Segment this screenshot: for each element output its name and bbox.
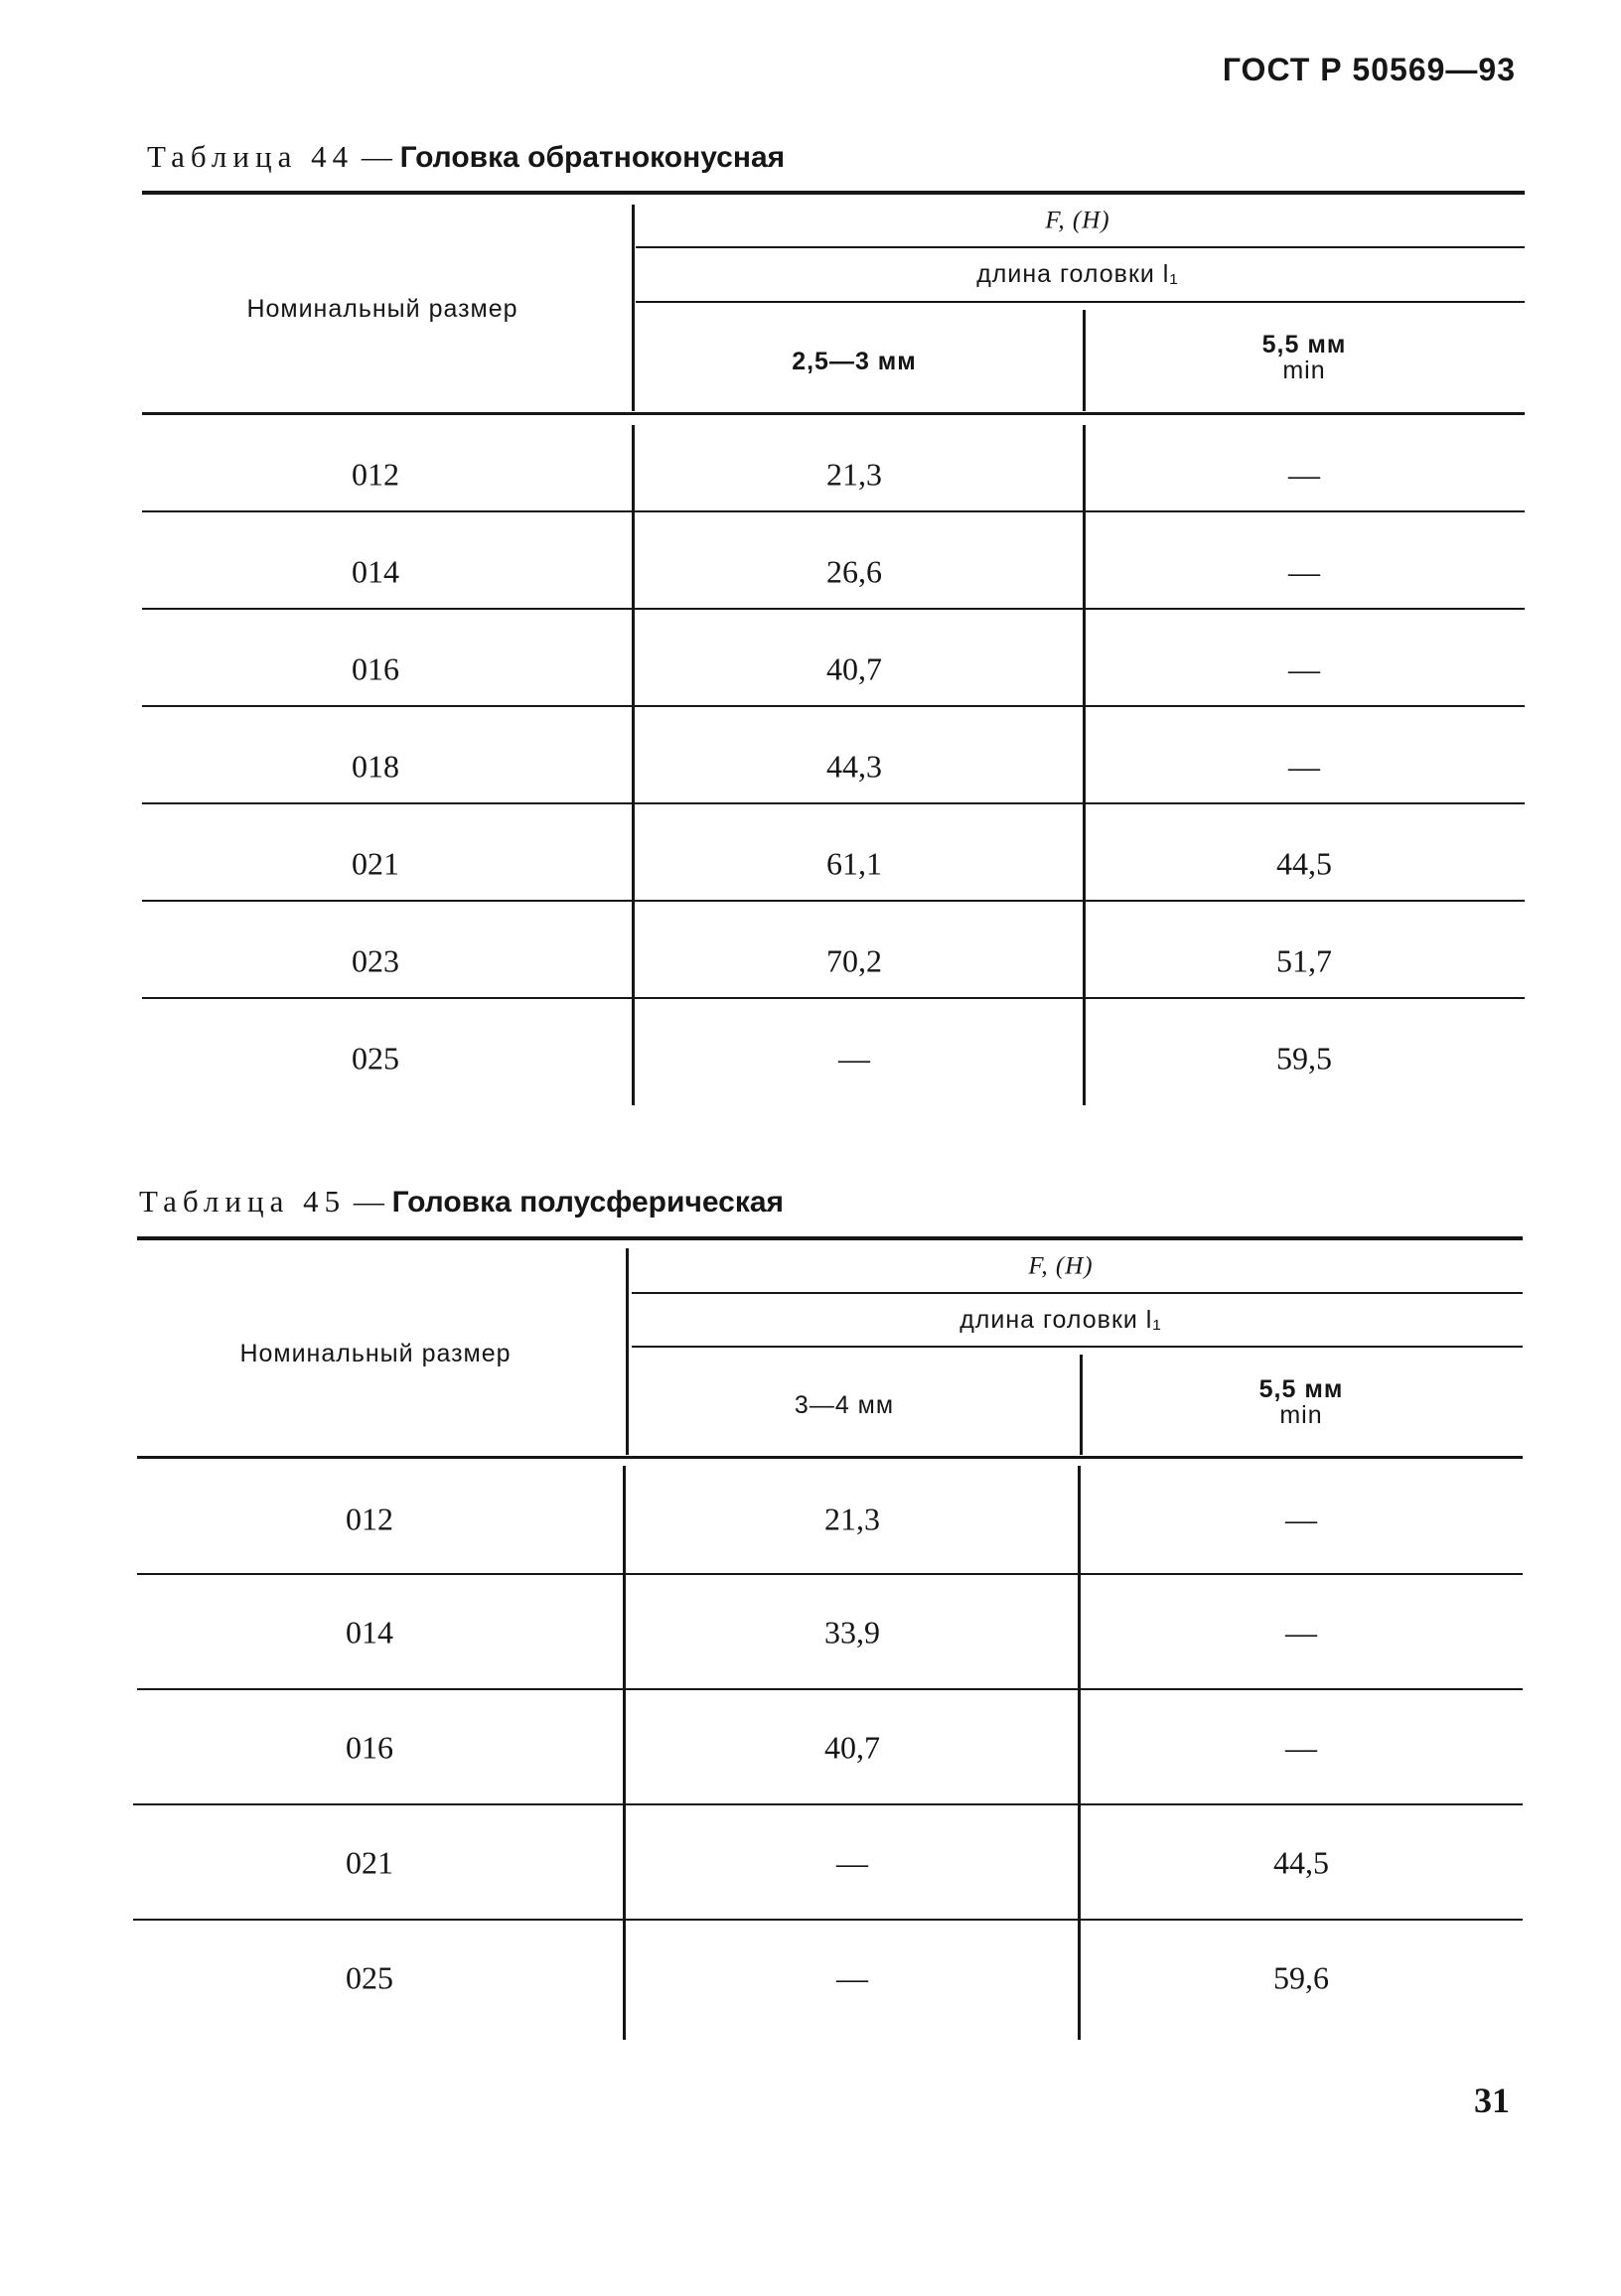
table-44-cell-size: 018 (352, 748, 399, 785)
table-44-top-rule (142, 191, 1525, 195)
table-45-cell-v1: — (836, 1959, 868, 1996)
table-44-cell-v2: 44,5 (1276, 845, 1332, 882)
table-44-vline-1 (632, 205, 635, 411)
table-44-col2-header-line1: 5,5 мм (1261, 330, 1347, 359)
table-45-cell-size: 025 (346, 1959, 393, 1996)
table-45-cell-size: 014 (346, 1614, 393, 1650)
table-45-cell-v2: 59,6 (1273, 1959, 1329, 1996)
table-44-vline-2-body (1083, 425, 1086, 1105)
table-45-cell-size: 016 (346, 1729, 393, 1766)
table-44-cell-v2: 59,5 (1276, 1040, 1332, 1076)
table-45-row-header: Номинальный размер (239, 1339, 512, 1367)
table-45-col2-header-line1: 5,5 мм (1258, 1374, 1344, 1403)
table-45-col2-header (1259, 1376, 1344, 1429)
table-45-cell-size: 021 (346, 1844, 393, 1881)
table-45-row-rule (137, 1573, 1523, 1575)
table-44-row-rule (142, 510, 1525, 512)
table-45-vline-2 (1080, 1355, 1083, 1455)
table-44-title: Головка обратноконусная (399, 141, 786, 174)
table-45-vline-2-body (1078, 1466, 1081, 2040)
table-45-cell-v2: — (1285, 1729, 1317, 1766)
table-44-cell-v1: 21,3 (826, 456, 882, 493)
table-45-row-rule (137, 1688, 1523, 1690)
table-45-cell-v1: 40,7 (824, 1729, 880, 1766)
table-44-cell-size: 012 (352, 456, 399, 493)
table-44-cell-v1: 40,7 (826, 650, 882, 687)
table-45-cell-v2: — (1285, 1614, 1317, 1650)
table-45-col2-header-line2: min (1279, 1401, 1323, 1429)
table-44-cell-v1: 70,2 (826, 942, 882, 979)
table-44-col2-header-line2: min (1282, 357, 1326, 384)
table-44-group-header (1045, 207, 1109, 233)
table-44-cell-v1: 26,6 (826, 553, 882, 590)
table-45-subgroup-rule (632, 1346, 1523, 1348)
table-45-cell-v2: — (1285, 1501, 1317, 1537)
table-45-group-rule (632, 1292, 1523, 1294)
table-45-col1-header: 3—4 мм (794, 1390, 895, 1419)
table-44-row-rule (142, 997, 1525, 999)
table-44-col1-header: 2,5—3 мм (792, 347, 917, 375)
table-44-caption (147, 139, 785, 175)
table-45-group-header (1028, 1252, 1093, 1279)
table-44-row-header: Номинальный размер (246, 294, 518, 323)
table-44-row-rule (142, 705, 1525, 707)
table-44-cell-size: 014 (352, 553, 399, 590)
table-45-row-rule (133, 1803, 1523, 1805)
table-44-subgroup-rule (636, 301, 1525, 303)
table-45-group-label: F, (H) (1028, 1252, 1094, 1280)
table-45-title: Головка полусферическая (391, 1186, 785, 1219)
table-45-vline-1-body (623, 1466, 626, 2040)
document-id: ГОСТ Р 50569—93 (1222, 52, 1516, 87)
table-45-cell-v2: 44,5 (1273, 1844, 1329, 1881)
table-44-cell-v1: 44,3 (826, 748, 882, 785)
table-44-cell-v1: — (838, 1040, 870, 1076)
table-45-label: Таблица 45 (139, 1184, 347, 1219)
table-45-vline-1 (626, 1248, 629, 1455)
table-45-dash: — (353, 1184, 384, 1219)
table-45-subgroup-header: длина головки l₁ (959, 1305, 1162, 1334)
table-44-header-rule (142, 412, 1525, 415)
table-44-label: Таблица 44 (147, 139, 355, 174)
table-44-col2-header (1262, 332, 1347, 384)
table-45-row-rule (133, 1919, 1523, 1921)
page-number: 31 (1474, 2081, 1510, 2120)
table-44-cell-v2: — (1288, 748, 1320, 785)
table-44-cell-v1: 61,1 (826, 845, 882, 882)
table-45-header-rule (137, 1456, 1523, 1459)
table-45-cell-v1: 21,3 (824, 1501, 880, 1537)
table-44-cell-size: 025 (352, 1040, 399, 1076)
table-45-cell-v1: — (836, 1844, 868, 1881)
table-44-vline-2 (1083, 310, 1086, 411)
table-45-cell-v1: 33,9 (824, 1614, 880, 1650)
table-44-row-rule (142, 900, 1525, 902)
table-44-cell-v2: 51,7 (1276, 942, 1332, 979)
table-44-group-rule (636, 246, 1525, 248)
table-44-cell-v2: — (1288, 650, 1320, 687)
table-45-cell-size: 012 (346, 1501, 393, 1537)
table-44-row-rule (142, 608, 1525, 610)
table-44-subgroup-header: длина головки l₁ (976, 259, 1179, 288)
table-44-vline-1-body (632, 425, 635, 1105)
table-44-cell-size: 023 (352, 942, 399, 979)
table-44-cell-v2: — (1288, 456, 1320, 493)
table-44-group-label: F, (H) (1045, 207, 1110, 234)
table-45-top-rule (137, 1236, 1523, 1240)
table-44-cell-size: 016 (352, 650, 399, 687)
table-45-caption (139, 1184, 784, 1220)
table-44-cell-v2: — (1288, 553, 1320, 590)
table-44-dash: — (361, 139, 392, 174)
table-44-row-rule (142, 802, 1525, 804)
table-44-cell-size: 021 (352, 845, 399, 882)
